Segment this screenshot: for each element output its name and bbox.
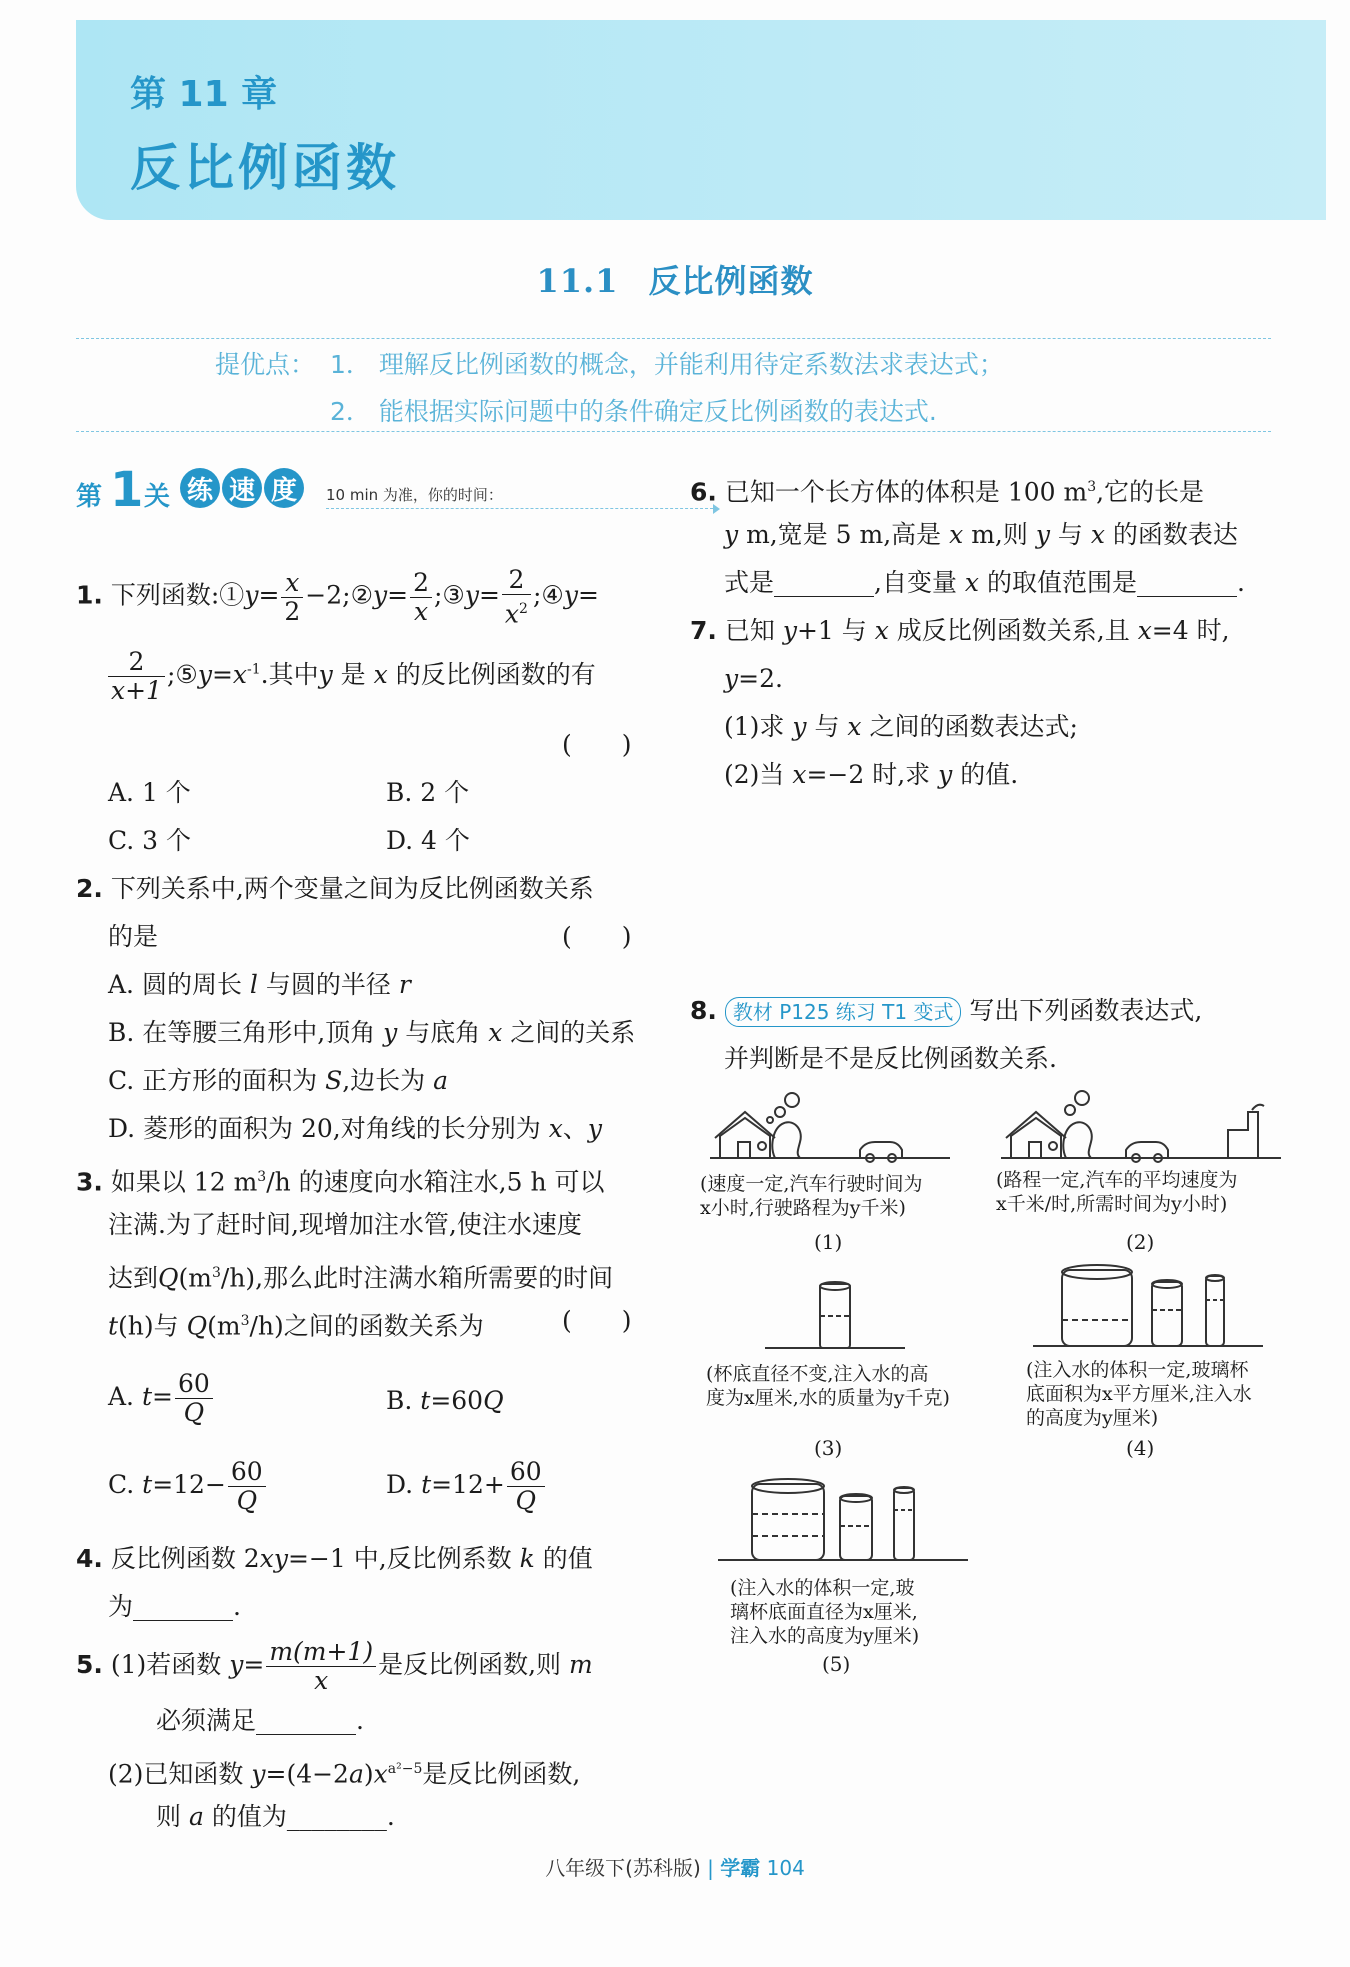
option-text: 与圆的半径 [265,970,391,999]
question-1-line-2 [106,648,596,705]
question-4-line-1 [76,1542,593,1576]
q7-var: y [724,664,739,693]
option-var: l [249,970,258,999]
q7-text: =4 时, [1151,616,1230,645]
q3-var: t [108,1311,119,1341]
door-icon [1029,1142,1041,1158]
q2-text: 下列关系中,两个变量之间为反比例函数关系 [110,874,594,903]
denominator: x [413,596,429,626]
q1-choice-mark: ⑤ [175,660,198,689]
denominator: 2 [284,596,301,626]
q6-text: 的取值范围是________. [986,568,1245,597]
q1-text: 是 [340,660,366,689]
exponent: -1 [247,661,261,678]
q1-term: ; [166,660,176,689]
option-var: t [421,1470,432,1499]
q5-text: 则 [156,1802,182,1831]
question-3-line-4 [108,1304,484,1343]
glass-icon [894,1488,914,1560]
q3-text: 如果以 12 m [110,1167,258,1197]
option-a: A. 1 个 [108,778,191,807]
q1-eq: = [478,580,500,610]
q7-text: =2. [738,664,783,693]
glass-rim [752,1479,824,1493]
option-var: y [587,1114,602,1143]
q1-choice-mark: ④ [541,580,564,610]
smoke-icon [1252,1105,1264,1110]
page-number: 104 [766,1856,805,1880]
question-6-line-1 [690,470,1204,509]
round-number: 1 [110,462,144,518]
exponent: a²−5 [387,1761,423,1777]
q7-text: (1)求 [724,712,785,741]
q5-text: 是反比例函数,则 [378,1650,562,1679]
q1-eq: = [258,580,280,610]
question-7-line-2 [724,662,783,696]
denominator: x+1 [111,676,162,705]
round-lead: 第 [76,482,103,512]
footer-separator: | [707,1856,714,1880]
q6-text: m,宽是 5 m,高是 [746,520,942,549]
figure-4-caption-3: 的高度为y厘米) [1026,1407,1159,1429]
q7-var: y [938,760,953,789]
denominator: Q [236,1486,258,1515]
cloud-icon [1065,1105,1075,1115]
q1-fraction-3 [502,566,531,628]
option-a [108,1370,215,1427]
q1-choice-mark: ③ [442,580,465,610]
q7-var: x [792,760,807,789]
q3-text: /h)之间的函数关系为 [249,1311,484,1341]
q5-fraction [266,1638,376,1695]
q8-text: 写出下列函数表达式, [969,996,1203,1025]
q6-var: x [1090,520,1105,549]
option-text: C. 正方形的面积为 [108,1066,318,1095]
question-number: 2. [76,874,103,903]
q1-var: y [373,580,388,610]
numerator: 60 [507,1458,545,1487]
glass-icon [752,1484,824,1560]
q7-var: x [874,616,889,645]
numerator: 2 [502,566,531,595]
q5-var: y [229,1650,244,1679]
question-3-line-2: 注满.为了赶时间,现增加注水管,使注水速度 [108,1210,582,1239]
cloud-icon [785,1093,799,1107]
option-text: =12− [152,1470,226,1499]
q7-text: (2)当 [724,760,785,789]
objective-2: 2． 能根据实际问题中的条件确定反比例函数的表达式. [330,397,937,426]
q7-text: 已知 [724,616,775,645]
q6-text: 式是________,自变量 [724,568,957,597]
option-fraction [175,1370,213,1427]
q1-eq: = [387,580,409,610]
q1-fraction-1 [281,569,303,626]
glass-icon [1062,1270,1132,1346]
option-text: B. [386,1386,413,1415]
question-3-line-1 [76,1160,605,1199]
q5-text: = [243,1650,265,1679]
cloud-icon [767,1117,773,1123]
q1-var: y [244,580,259,610]
question-5-part-2 [108,1752,580,1791]
q3-text: 达到 [108,1263,159,1293]
option-text: D. [386,1470,414,1499]
cloud-icon [1075,1091,1089,1105]
tree-icon [1063,1122,1091,1158]
q5-text: (2)已知函数 [108,1759,244,1789]
figure-5-caption-2: 璃杯底面直径为x厘米, [730,1601,918,1623]
option-var: t [420,1386,431,1415]
glass-rim [1206,1275,1224,1281]
question-number: 3. [76,1167,103,1197]
q7-var: x [847,712,862,741]
option-text: =60 [430,1386,484,1415]
q5-var: x [373,1759,388,1789]
question-2-line-2: 的是 [108,922,159,951]
brand-label: 学霸 [720,1856,761,1880]
q1-fraction-2 [410,569,432,626]
q5-var: a [188,1802,204,1831]
exponent: 3 [257,1169,267,1185]
figure-3-label: (3) [814,1436,843,1460]
option-var: x [548,1114,563,1143]
q7-text: 与 [814,712,840,741]
question-4-line-2: 为________. [108,1592,241,1621]
glass-icon [1152,1282,1182,1346]
q7-text: 之间的函数表达式; [869,712,1078,741]
question-number: 7. [690,616,717,645]
figure-5-caption-3: 注入水的高度为y厘米) [730,1625,920,1647]
answer-bracket: ( ) [562,1306,632,1335]
figure-1-label: (1) [814,1230,843,1254]
q5-text: 是反比例函数, [422,1759,581,1789]
question-1-line-1 [76,566,599,628]
question-number: 6. [690,477,717,507]
numerator: m(m+1) [266,1638,376,1667]
q1-term: .其中 [260,660,319,689]
figure-1-caption-2: x小时,行驶路程为y千米) [700,1197,906,1219]
figure-1-road-scene [700,1088,960,1166]
question-5-part-1 [76,1638,593,1695]
option-fraction [507,1458,545,1515]
q3-text: /h 的速度向水箱注水,5 h 可以 [266,1167,605,1197]
q1-text: 的反比例函数的有 [395,660,596,689]
q6-text: m,则 [971,520,1028,549]
q3-var: Q [158,1263,179,1293]
option-text: 、 [562,1114,588,1143]
question-8-line-1 [690,994,1202,1028]
exponent: 3 [1087,479,1097,495]
q1-eq: = [211,660,233,689]
figure-4-glasses [1028,1260,1268,1354]
q7-var: y [792,712,807,741]
denominator-var: x [504,599,520,629]
q1-term: ; [532,580,542,610]
exponent: 3 [211,1265,221,1281]
figure-3-glass [760,1276,910,1354]
round-title-char: 度 [264,468,304,508]
denominator: x [314,1666,329,1695]
q7-var: y [782,616,797,645]
denominator: Q [183,1398,205,1427]
q6-var: y [724,520,739,549]
q1-var: y [197,660,212,689]
option-text: D. 菱形的面积为 20,对角线的长分别为 [108,1114,541,1143]
q1-fraction-4 [108,648,165,705]
exponent: 2 [519,601,528,617]
window-icon [1049,1142,1057,1150]
option-text: 之间的关系 [510,1018,636,1047]
question-7-line-1 [690,614,1230,648]
option-var: Q [483,1386,504,1415]
option-text: 与底角 [405,1018,481,1047]
door-icon [738,1142,750,1158]
q1-var: y [318,660,333,689]
option-var: t [141,1382,153,1411]
q1-choice-mark: ② [350,580,373,610]
q1-intro: 下列函数: [110,580,220,610]
option-c [108,1064,448,1098]
cloud-icon [775,1107,785,1117]
figure-3-caption-2: 度为x厘米,水的质量为y千克) [706,1387,950,1409]
window-icon [758,1142,766,1150]
q4-var: xy [259,1544,288,1573]
question-5-part-2-line-2 [156,1800,395,1834]
house-icon [1011,1118,1061,1158]
option-c: C. 3 个 [108,826,191,855]
option-var: x [488,1018,503,1047]
option-d: D. 4 个 [386,826,470,855]
q4-var: k [519,1544,535,1573]
option-text: A. 圆的周长 [108,970,242,999]
question-6-line-3 [724,566,1245,600]
q1-eq: = [577,580,599,610]
section-name: 反比例函数 [648,262,814,300]
question-6-line-2 [724,518,1238,552]
question-number: 4. [76,1544,103,1573]
glass-icon [840,1496,872,1560]
q7-text: 的值. [960,760,1019,789]
figure-4-caption-2: 底面积为x平方厘米,注入水 [1026,1383,1252,1405]
q6-text: 的函数表达 [1112,520,1238,549]
timer-label: 10 min 为准，你的时间： [326,486,503,504]
q1-var: y [464,580,479,610]
textbook-tag: 教材 P125 练习 T1 变式 [725,997,962,1027]
q5-text: =(4−2 [265,1759,349,1789]
q1-choice-mark: ① [219,580,245,610]
q4-text: 反比例函数 2 [110,1544,260,1573]
section-title [0,256,1350,302]
numerator: 2 [410,569,432,598]
round-title [180,468,306,508]
figure-5-label: (5) [822,1652,851,1676]
option-var: y [383,1018,398,1047]
round-banner [76,462,646,518]
exponent: 3 [240,1313,250,1329]
figure-5-glasses [716,1474,972,1568]
q4-text: 的值 [542,1544,593,1573]
figure-2-label: (2) [1126,1230,1155,1254]
q3-text: (m [178,1263,212,1293]
option-text: C. [108,1470,135,1499]
q3-text: (h)与 [118,1311,179,1341]
denominator: Q [515,1486,536,1515]
figure-1-caption-1: (速度一定,汽车行驶时间为 [700,1173,923,1195]
question-2-line-1 [76,872,594,906]
option-text: ,边长为 [342,1066,426,1095]
q1-var: x [373,660,388,689]
q5-var: m [569,1650,593,1679]
q7-var: x [1137,616,1152,645]
option-var: S [325,1066,343,1095]
numerator: 60 [175,1370,213,1399]
question-7-part-2 [724,758,1018,792]
glass-rim [1062,1265,1132,1279]
chapter-title: 反比例函数 [130,139,400,197]
option-text: =12+ [431,1470,505,1499]
option-d [108,1112,602,1146]
numerator: 60 [228,1458,266,1487]
option-text: = [152,1382,173,1411]
timer-arrow [326,508,718,509]
grade-label: 八年级下(苏科版) [545,1856,701,1880]
option-a [108,968,411,1002]
option-b [108,1016,635,1050]
q5-text: ) [363,1759,374,1789]
q6-var: x [949,520,964,549]
figure-2-caption-2: x千米/时,所需时间为y小时) [996,1193,1228,1215]
q1-term: −2; [305,580,351,610]
option-var: a [433,1066,449,1095]
chapter-number: 第 11 章 [130,74,278,115]
q6-var: y [1035,520,1050,549]
q7-text: =−2 时,求 [806,760,931,789]
q1-var: x [232,660,247,689]
question-7-part-1 [724,710,1078,744]
page-footer [0,1852,1350,1881]
q5-var: a [348,1759,364,1789]
q6-text: ,它的长是 [1096,477,1205,507]
option-text: B. 在等腰三角形中,顶角 [108,1018,376,1047]
q6-text: 与 [1057,520,1083,549]
round-tail: 关 [144,482,171,512]
q1-term: ; [433,580,443,610]
answer-bracket: ( ) [562,922,632,951]
option-fraction [228,1458,266,1515]
question-5-part-1-line-2: 必须满足________. [156,1706,364,1735]
glass-icon [1206,1276,1224,1346]
objective-1: 1． 理解反比例函数的概念，并能利用待定系数法求表达式； [330,350,1004,379]
option-var: t [142,1470,153,1499]
option-b [386,1384,504,1418]
objectives-label: 提优点： [215,350,316,379]
question-8-line-2: 并判断是不是反比例函数关系. [724,1044,1057,1073]
section-number: 11.1 [536,262,619,300]
q5-text: (1)若函数 [110,1650,222,1679]
figure-3-caption-1: (杯底直径不变,注入水的高 [706,1363,929,1385]
q6-var: x [964,568,980,597]
question-number: 5. [76,1650,103,1679]
round-title-char: 速 [222,468,262,508]
round-title-char: 练 [180,468,220,508]
figure-5-caption-1: (注入水的体积一定,玻 [730,1577,915,1599]
figure-2-road-scene [996,1088,1286,1166]
option-text: A. [108,1382,135,1411]
question-number: 1. [76,580,103,610]
q1-var: y [563,580,578,610]
figure-4-caption-1: (注入水的体积一定,玻璃杯 [1026,1359,1249,1381]
figure-4-label: (4) [1126,1436,1155,1460]
tree-icon [772,1122,800,1158]
question-number: 8. [690,996,717,1025]
figure-2-caption-1: (路程一定,汽车的平均速度为 [996,1169,1238,1191]
denominator [502,595,531,628]
q5-var: y [251,1759,266,1789]
q3-var: Q [186,1311,208,1341]
q3-text: /h),那么此时注满水箱所需要的时间 [220,1263,614,1293]
q4-text: =−1 中,反比例系数 [287,1544,512,1573]
option-b: B. 2 个 [386,778,470,807]
q5-text: 的值为________. [211,1802,395,1831]
answer-bracket: ( ) [562,730,632,759]
q7-text: 成反比例函数关系,且 [896,616,1130,645]
numerator: x [281,569,303,598]
q7-text: +1 与 [796,616,867,645]
question-3-line-3 [108,1256,613,1295]
numerator: 2 [108,648,165,677]
house-icon [720,1118,770,1158]
q6-text: 已知一个长方体的体积是 100 m [724,477,1088,507]
option-c [108,1458,268,1515]
option-d [386,1458,547,1515]
option-var: r [398,970,411,999]
building-icon [1228,1112,1258,1158]
q3-text: (m [207,1311,241,1341]
glass-rim [894,1487,914,1493]
